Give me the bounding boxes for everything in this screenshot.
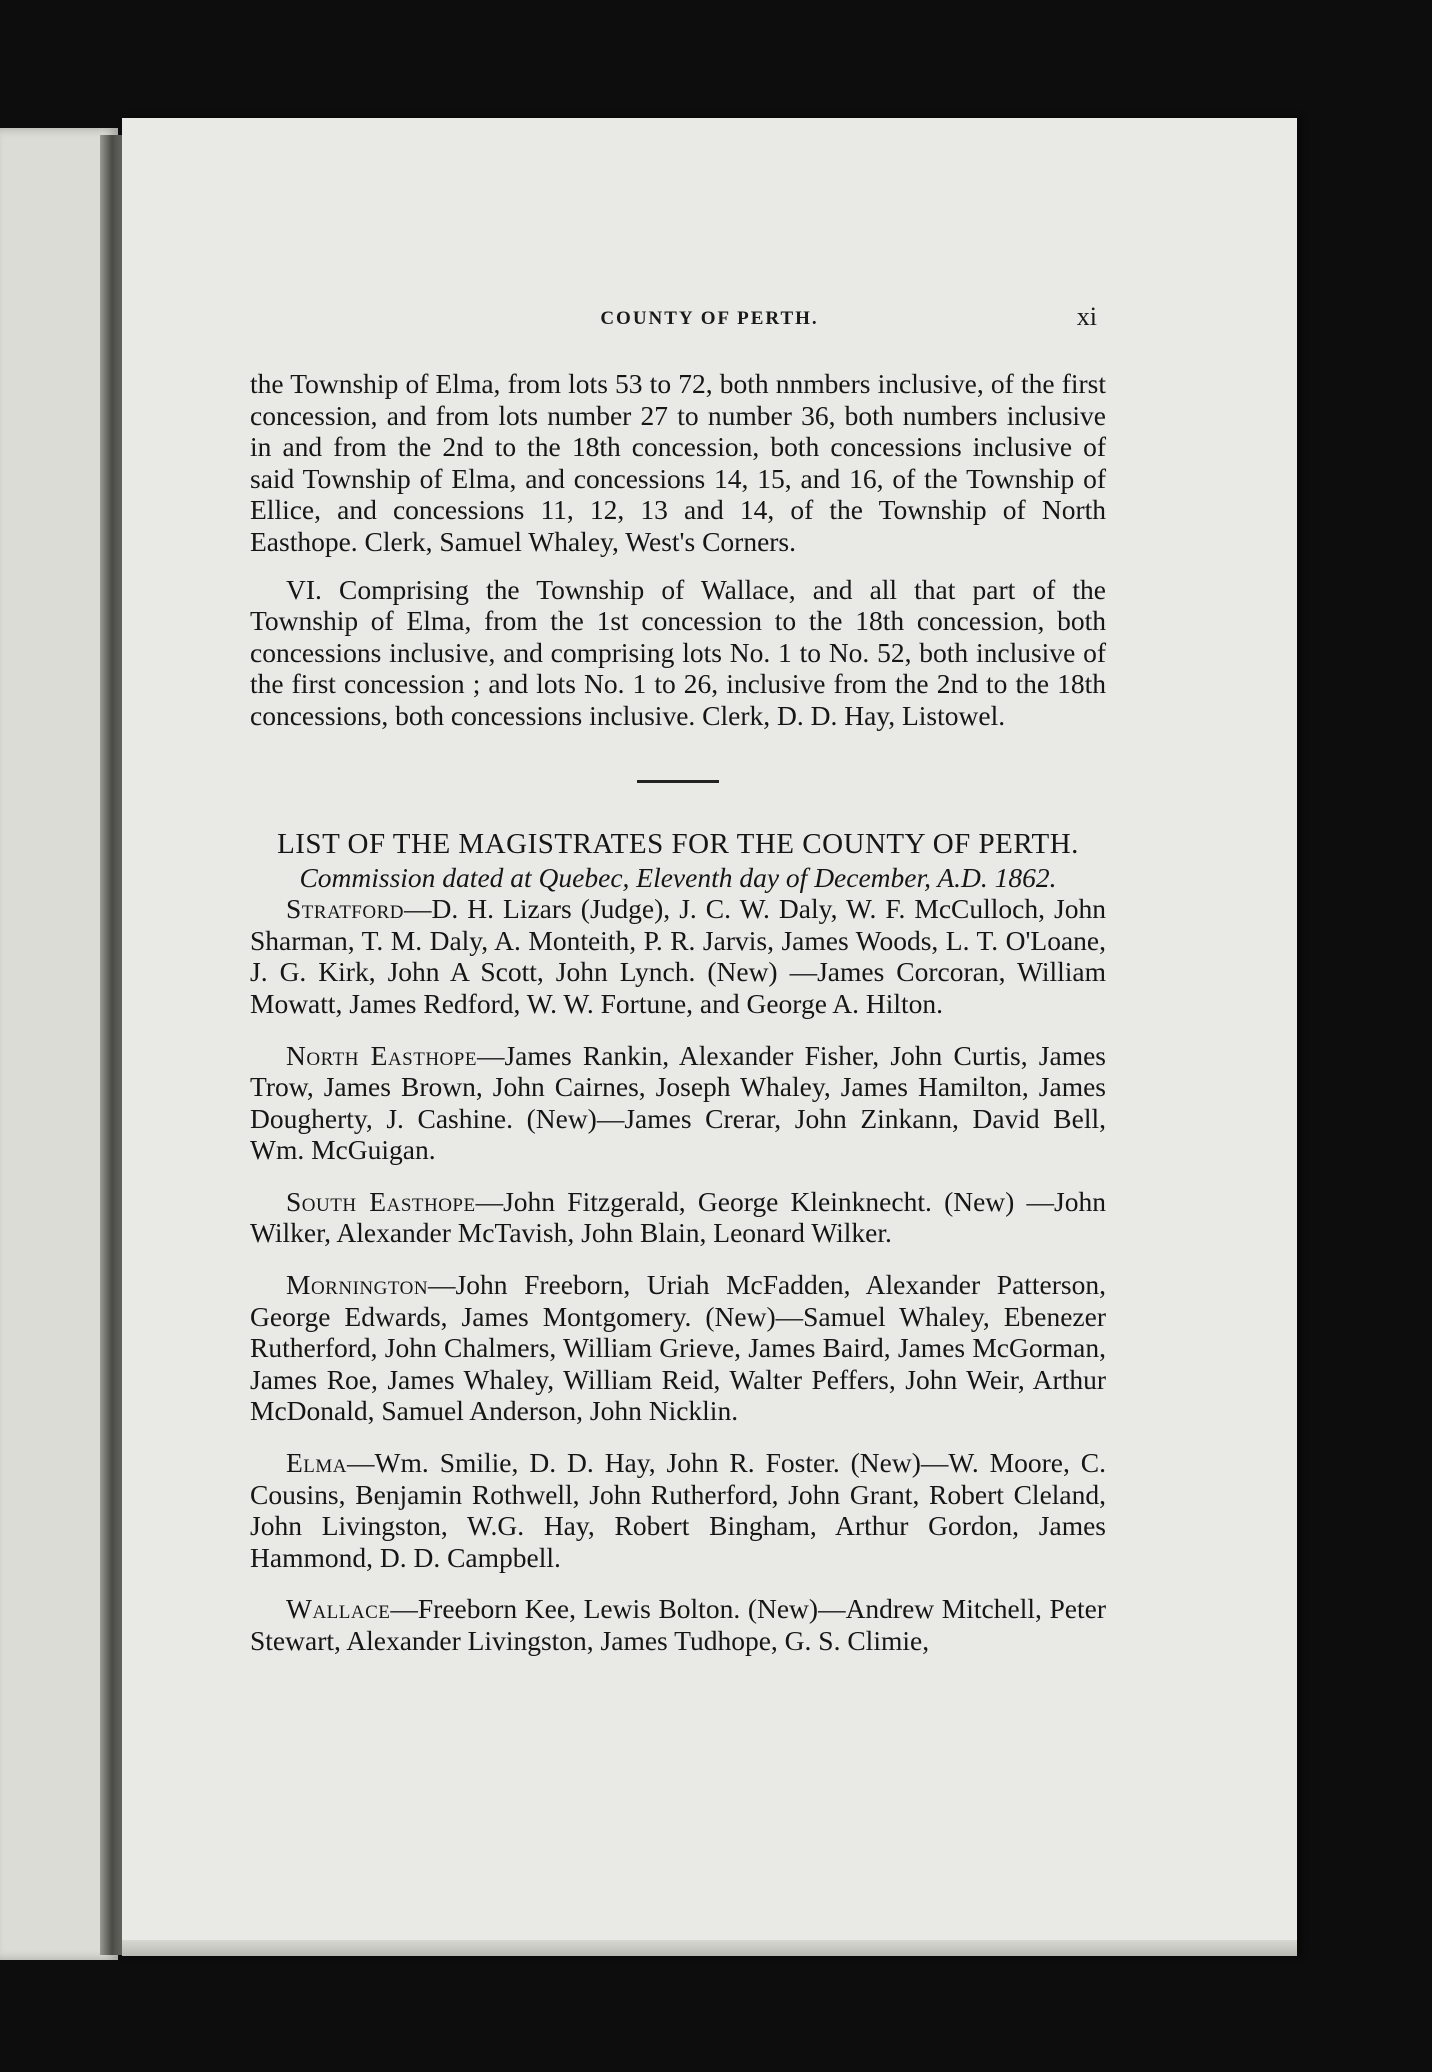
entry-text: —Wm. Smilie, D. D. Hay, John R. Foster. (New)—W. Moore, C. Cousins, Benjamin Rothwell, John Rutherford, John Grant, Robert Cleland, John Livingston, W.G. Hay, Robert Bingham, Arthur Gordon, James Hammond, D. D. Campbell.	[250, 1447, 1106, 1573]
entry-place: Wallace	[286, 1593, 391, 1625]
entry-text: —John Fitzgerald, George Kleinknecht. (New) —John Wilker, Alexander McTavish, John Blain, Leonard Wilker.	[250, 1185, 1106, 1249]
entry-text: —D. H. Lizars (Judge), J. C. W. Daly, W. F. McCulloch, John Sharman, T. M. Daly, A. Monteith, P. R. Jarvis, James Woods, L. T. O'Loane, J. G. Kirk, John A Scott, John Lynch. (New) —James Corcoran, William Mowatt, James Redford, W. W. Fortune, and George A. Hilton.	[250, 893, 1106, 1019]
entry-south-easthope	[250, 1186, 1106, 1249]
entry-text: —James Rankin, Alexander Fisher, John Curtis, James Trow, James Brown, John Cairnes, Joseph Whaley, James Hamilton, James Dougherty, J. Cashine. (New)—James Crerar, John Zinkann, David Bell, Wm. McGuigan.	[250, 1039, 1106, 1166]
entry-wallace	[250, 1593, 1106, 1656]
page-bottom-edge	[122, 1940, 1297, 1956]
page-number: xi	[1076, 302, 1097, 331]
entry-place: Stratford	[286, 893, 404, 925]
division-vi-paragraph: VI. Comprising the Township of Wallace, and all that part of the Township of Elma, from the 1st concession to the 18th concession, both concessions inclusive, and comprising lots No. 1 to No. 52, both inclusive of the first concession ; and lots No. 1 to 26, inclusive from the 2nd to the 18th concessions, both concessions inclusive. Clerk, D. D. Hay, Listowel.	[250, 573, 1106, 731]
entry-mornington	[250, 1269, 1106, 1427]
entry-text: —John Freeborn, Uriah McFadden, Alexander Patterson, George Edwards, James Montgomery. (New)—Samuel Whaley, Ebenezer Rutherford, John Chalmers, William Grieve, James Baird, James McGorman, James Roe, James Whaley, William Reid, Walter Peffers, John Weir, Arthur McDonald, Samuel Anderson, John Nicklin.	[250, 1269, 1106, 1427]
entry-place: Mornington	[286, 1269, 429, 1301]
running-title: COUNTY OF PERTH.	[600, 308, 819, 329]
entry-north-easthope	[250, 1040, 1106, 1166]
entry-text: —Freeborn Kee, Lewis Bolton. (New)—Andrew Mitchell, Peter Stewart, Alexander Livingston, James Tudhope, G. S. Climie,	[250, 1593, 1106, 1656]
entry-stratford	[250, 893, 1106, 1019]
entry-place: North Easthope	[286, 1039, 477, 1071]
commission-line: Commission dated at Quebec, Eleventh day of December, A.D. 1862.	[299, 861, 1057, 893]
continuation-paragraph: the Township of Elma, from lots 53 to 72, both nnmbers inclusive, of the first concession, and from lots number 27 to number 36, both numbers inclusive in and from the 2nd to the 18th concession, both concessions inclusive of said Township of Elma, and concessions 14, 15, and 16, of the Township of Ellice, and concessions 11, 12, 13 and 14, of the Township of North Easthope. Clerk, Samuel Whaley, West's Corners.	[250, 368, 1106, 557]
entry-place: Elma	[286, 1447, 348, 1479]
entry-place: South Easthope	[286, 1185, 476, 1217]
list-title: LIST OF THE MAGISTRATES FOR THE COUNTY OF PERTH.	[277, 827, 1079, 860]
book-page	[122, 118, 1297, 1956]
page-body	[250, 368, 1106, 1677]
entry-elma	[250, 1447, 1106, 1573]
section-rule	[637, 780, 719, 783]
